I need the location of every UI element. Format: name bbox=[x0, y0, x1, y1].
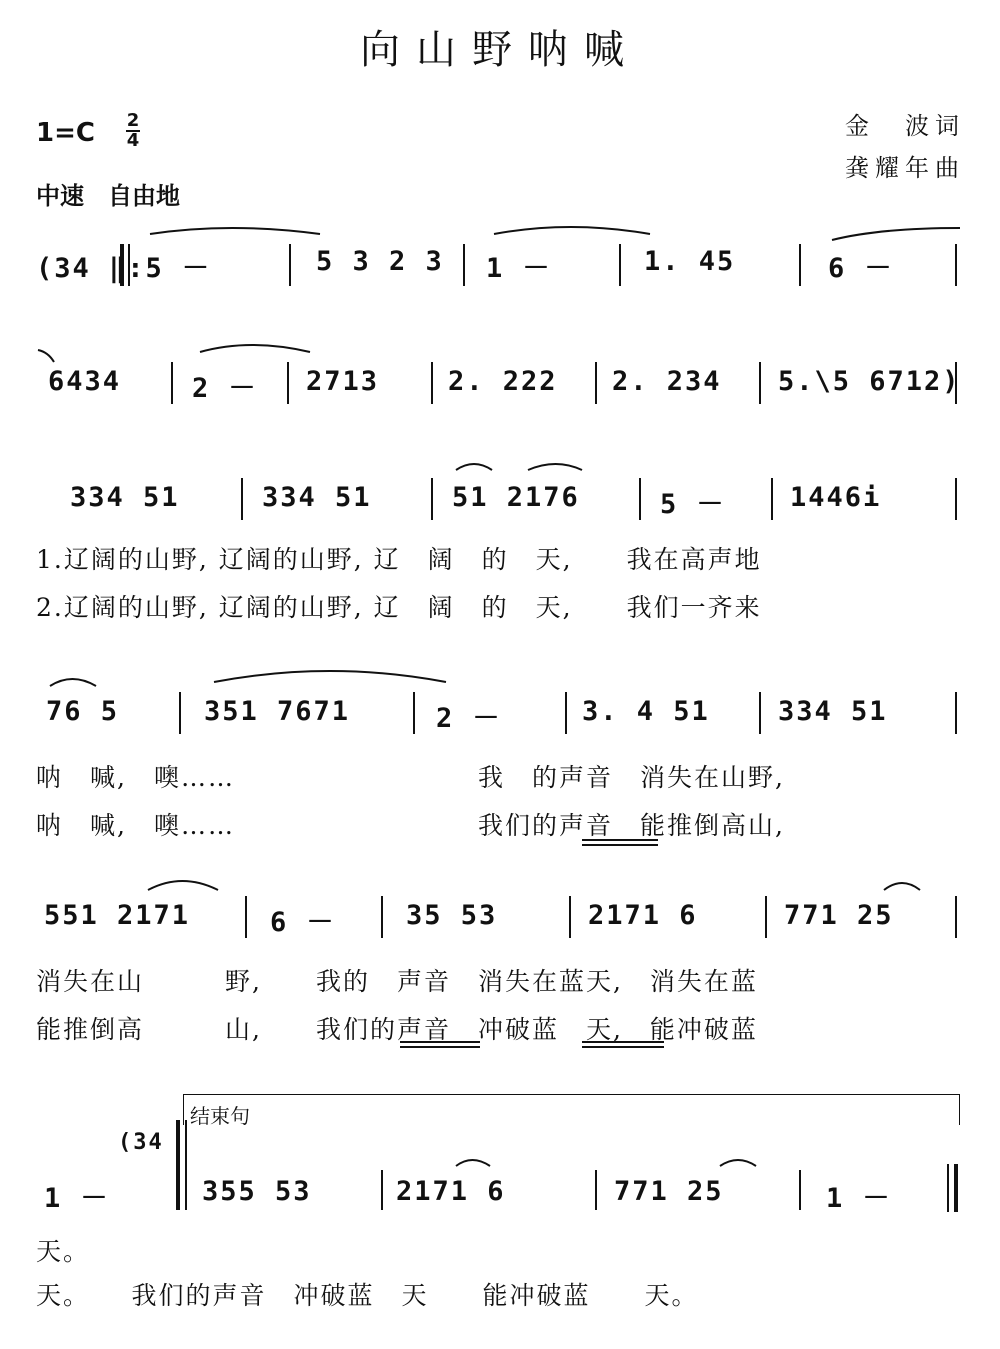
lyric-verse-1: 天。 bbox=[36, 1237, 91, 1266]
measure: 5 3 2 3 bbox=[316, 246, 444, 277]
time-signature-bottom: 4 bbox=[126, 130, 140, 151]
measure: 355 53 bbox=[202, 1176, 312, 1207]
measure: 334 51 bbox=[262, 482, 372, 513]
measure: 5 － bbox=[660, 489, 726, 520]
measure: 334 51 bbox=[70, 482, 180, 513]
measure: 6434 bbox=[48, 366, 122, 397]
pickup-notes: (34 bbox=[118, 1130, 164, 1155]
lyric-verse-2: 能推倒高 山, 我们的声音 冲破蓝 天, 能冲破蓝 bbox=[36, 1015, 758, 1044]
measure: 2. 222 bbox=[448, 366, 558, 397]
measure: 2 － bbox=[192, 373, 258, 404]
lyric-verse-1: 1.辽阔的山野, 辽阔的山野, 辽 阔 的 天, 我在高声地 bbox=[36, 545, 762, 574]
lyric-verse-2: 天。 我们的声音 冲破蓝 天 能冲破蓝 天。 bbox=[36, 1281, 699, 1310]
measure: 2. 234 bbox=[612, 366, 722, 397]
measure: 771 25 bbox=[614, 1176, 724, 1207]
lyric-verse-2: 呐 喊, 噢…… 我们的声音 能推倒高山, bbox=[36, 811, 785, 840]
measure: 2 － bbox=[436, 703, 502, 734]
measure: 6 － bbox=[828, 253, 894, 284]
lyric-verse-1: 消失在山 野, 我的 声音 消失在蓝天, 消失在蓝 bbox=[36, 967, 758, 996]
measure: 1446i bbox=[790, 482, 882, 513]
measure: 3. 4 51 bbox=[582, 696, 710, 727]
measure: 1 － bbox=[486, 253, 552, 284]
measure: 1. 45 bbox=[644, 246, 736, 277]
measure: 1 － bbox=[44, 1183, 110, 1214]
measure: 351 7671 bbox=[204, 696, 351, 727]
ending-label: 结束句 bbox=[190, 1104, 250, 1128]
measure: 2171 6 bbox=[588, 900, 698, 931]
measure: 5.\5 6712) bbox=[778, 366, 961, 397]
measure: 334 51 bbox=[778, 696, 888, 727]
lyric-verse-1: 呐 喊, 噢…… 我 的声音 消失在山野, bbox=[36, 763, 785, 792]
measure: 1 － bbox=[826, 1183, 892, 1214]
measure: 551 2171 bbox=[44, 900, 191, 931]
measure: 76 5 bbox=[46, 696, 120, 727]
measure: 771 25 bbox=[784, 900, 894, 931]
composer-credit: 龚耀年曲 bbox=[845, 154, 965, 182]
measure: 2171 6 bbox=[396, 1176, 506, 1207]
key-signature: 1=C bbox=[36, 118, 95, 148]
lyric-verse-2: 2.辽阔的山野, 辽阔的山野, 辽 阔 的 天, 我们一齐来 bbox=[36, 593, 762, 622]
measure: 2713 bbox=[306, 366, 380, 397]
measure: 51 2176 bbox=[452, 482, 580, 513]
tempo-marking: 中速 自由地 bbox=[36, 182, 180, 210]
measure: 35 53 bbox=[406, 900, 498, 931]
song-title: 向山野呐喊 bbox=[360, 27, 640, 73]
lyricist-credit: 金 波词 bbox=[845, 112, 965, 140]
time-signature-top: 2 bbox=[126, 110, 140, 131]
measure: (34 ‖:5 － bbox=[36, 253, 212, 284]
measure: 6 － bbox=[270, 907, 336, 938]
